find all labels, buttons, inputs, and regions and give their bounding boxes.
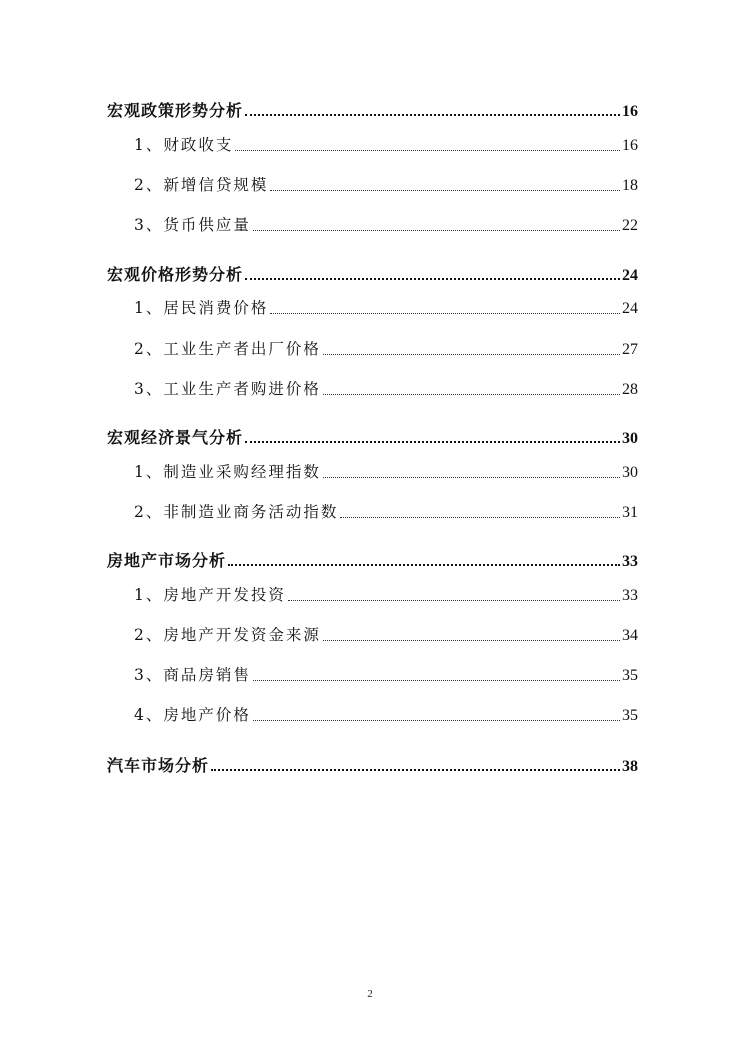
toc-dot-leader [270, 189, 620, 191]
toc-dot-leader [253, 679, 620, 681]
toc-entry-subsection[interactable] [134, 337, 638, 361]
toc-dot-leader [245, 113, 620, 116]
toc-entry-page: 28 [622, 381, 638, 398]
toc-entry-title: 汽车市场分析 [107, 756, 210, 775]
toc-dot-leader [288, 599, 620, 601]
toc-entry-title: 2、工业生产者出厂价格 [134, 340, 321, 358]
toc-entry-title: 2、非制造业商务活动指数 [134, 503, 339, 521]
toc-entry-subsection[interactable] [134, 377, 638, 401]
toc-entry-subsection[interactable] [134, 663, 638, 687]
toc-entry-title: 2、新增信贷规模 [134, 176, 269, 194]
toc-entry-page: 35 [622, 707, 638, 724]
toc-entry-page: 22 [622, 217, 638, 234]
toc-dot-leader [323, 353, 620, 355]
toc-dot-leader [211, 768, 620, 771]
toc-entry-subsection[interactable] [134, 500, 638, 524]
toc-entry-title: 1、居民消费价格 [134, 299, 269, 317]
toc-entry-page: 31 [622, 504, 638, 521]
toc-entry-page: 35 [622, 667, 638, 684]
toc-entry-page: 34 [622, 627, 638, 644]
toc-entry-title: 3、商品房销售 [134, 666, 251, 684]
toc-entry-section[interactable] [107, 98, 638, 122]
toc-entry-page: 24 [622, 267, 638, 284]
toc-entry-page: 30 [622, 430, 638, 447]
toc-entry-title: 2、房地产开发资金来源 [134, 626, 321, 644]
toc-entry-title: 3、货币供应量 [134, 216, 251, 234]
toc-dot-leader [270, 312, 620, 314]
toc-entry-page: 33 [622, 553, 638, 570]
toc-entry-title: 宏观经济景气分析 [107, 428, 244, 447]
page-number: 2 [367, 988, 373, 1000]
toc-entry-page: 27 [622, 341, 638, 358]
toc-dot-leader [340, 516, 620, 518]
toc-entry-section[interactable] [107, 262, 638, 286]
toc-entry-title: 1、制造业采购经理指数 [134, 463, 321, 481]
toc-entry-title: 1、财政收支 [134, 136, 234, 154]
toc-dot-leader [253, 229, 620, 231]
toc-entry-title: 3、工业生产者购进价格 [134, 380, 321, 398]
toc-entry-title: 宏观价格形势分析 [107, 265, 244, 284]
toc-entry-subsection[interactable] [134, 296, 638, 320]
toc-entry-page: 30 [622, 464, 638, 481]
toc-entry-section[interactable] [107, 548, 638, 572]
toc-entry-page: 24 [622, 300, 638, 317]
toc-entry-title: 宏观政策形势分析 [107, 101, 244, 120]
toc-entry-page: 18 [622, 177, 638, 194]
toc-entry-subsection[interactable] [134, 583, 638, 607]
toc-dot-leader [323, 476, 620, 478]
toc-dot-leader [245, 277, 620, 280]
toc-entry-subsection[interactable] [134, 623, 638, 647]
toc-dot-leader [235, 149, 620, 151]
toc-dot-leader [228, 563, 620, 566]
toc-entry-subsection[interactable] [134, 703, 638, 727]
toc-dot-leader [245, 440, 620, 443]
toc-dot-leader [323, 639, 620, 641]
toc-entry-title: 房地产市场分析 [107, 551, 227, 570]
toc-dot-leader [253, 719, 620, 721]
toc-entry-page: 38 [622, 758, 638, 775]
toc-entry-subsection[interactable] [134, 133, 638, 157]
toc-entry-section[interactable] [107, 425, 638, 449]
toc-entry-page: 16 [622, 137, 638, 154]
toc-entry-title: 4、房地产价格 [134, 706, 251, 724]
toc-entry-subsection[interactable] [134, 460, 638, 484]
toc-dot-leader [323, 393, 620, 395]
toc-entry-section[interactable] [107, 753, 638, 777]
toc-entry-title: 1、房地产开发投资 [134, 586, 286, 604]
toc-entry-page: 33 [622, 587, 638, 604]
toc-entry-page: 16 [622, 103, 638, 120]
toc-entry-subsection[interactable] [134, 173, 638, 197]
toc-entry-subsection[interactable] [134, 213, 638, 237]
